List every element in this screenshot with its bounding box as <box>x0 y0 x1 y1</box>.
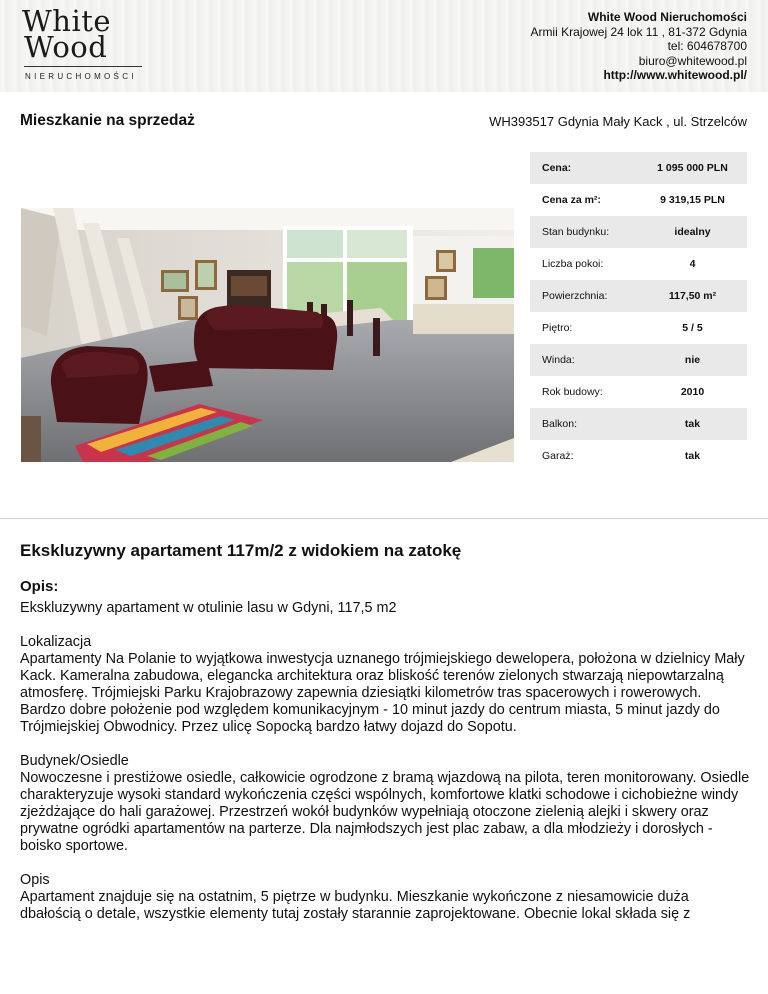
property-photo[interactable] <box>21 208 514 462</box>
property-row <box>530 408 747 440</box>
company-address: Armii Krajowej 24 lok 11 , 81-372 Gdynia <box>530 24 747 39</box>
property-value: nie <box>684 354 701 366</box>
property-row <box>530 376 747 408</box>
page-header <box>0 0 768 92</box>
company-website-link[interactable]: http://www.whitewood.pl/ <box>603 68 747 82</box>
description-paragraph: Budynek/Osiedle Nowoczesne i prestiżowe osiedle, całkowicie ogrodzone z bramą wjazdową na pilota, teren monitorowany. Osiedle charakteryzuje wysoki standard wykończenia części wspólnych, komfortowe klatki schodowe i cichobieżne windy zjeżdżające do hali garażowej. Przestrzeń wokół budynków wypełniają otoczone zielenią alejki i skwery oraz prywatne ogródki apartamentów na parterze. Dla najmłodszych jest plac zabaw, a dla młodzieży i dorosłych - boisko sportowe. <box>20 753 750 854</box>
property-value: 5 / 5 <box>682 322 703 334</box>
logo-text-wood: Wood <box>24 30 108 64</box>
description-paragraph: Ekskluzywny apartament w otulinie lasu w Gdyni, 117,5 m2 <box>20 600 397 616</box>
property-row <box>530 152 747 184</box>
company-phone[interactable]: tel: 604678700 <box>667 39 747 53</box>
property-row <box>530 312 747 344</box>
description-body <box>20 600 750 940</box>
property-row <box>530 184 747 216</box>
property-value: 117,50 m² <box>668 290 717 302</box>
logo-text-white: White <box>22 4 112 38</box>
property-row <box>530 280 747 312</box>
property-row <box>530 440 747 472</box>
property-value: tak <box>684 450 701 462</box>
description-label: Opis: <box>20 578 59 595</box>
property-label: Powierzchnia: <box>542 290 608 302</box>
property-label: Cena: <box>542 162 572 174</box>
listing-title-row <box>20 112 747 132</box>
property-row <box>530 216 747 248</box>
listing-type: Mieszkanie na sprzedaż <box>20 112 195 129</box>
property-details-table <box>530 152 747 472</box>
property-label: Garaż: <box>542 450 574 462</box>
property-value: tak <box>684 418 701 430</box>
logo-subtitle: NIERUCHOMOŚCI <box>25 72 137 81</box>
property-label: Piętro: <box>542 322 573 334</box>
description-paragraph: Lokalizacja Apartamenty Na Polanie to wyjątkowa inwestycja uznanego trójmiejskiego dewelopera, położona w dzielnicy Mały Kack. Kameralna zabudowa, elegancka architektura oraz bliskość terenów zielonych stwarzają niepowtarzalną atmosferę. Trójmiejski Parku Krajobrazowy zapewnia dziesiątki kilometrów tras spacerowych i rowerowych. Bardzo dobre położenie pod względem komunikacyjnym - 10 minut jazdy do centrum miasta, 5 minut jazdy do Trójmiejskiej Obwodnicy. Przez ulicę Sopocką bardzo łatwy dojazd do Sopotu. <box>20 634 745 735</box>
description-paragraph: Opis Apartament znajduje się na ostatnim, 5 piętrze w budynku. Mieszkanie wykończone z niesamowicie duża dbałością o detale, wszystkie elementy tutaj zostały starannie zaprojektowane. Obecnie lokal składa się z <box>20 872 691 922</box>
property-label: Winda: <box>542 354 575 366</box>
property-value: 4 <box>689 258 696 270</box>
property-label: Liczba pokoi: <box>542 258 604 270</box>
property-row <box>530 248 747 280</box>
property-label: Stan budynku: <box>542 226 610 238</box>
property-row <box>530 344 747 376</box>
company-contact <box>530 10 747 83</box>
company-name: White Wood Nieruchomości <box>587 10 747 24</box>
property-value: 1 095 000 PLN <box>657 162 728 174</box>
property-value: 9 319,15 PLN <box>660 194 725 206</box>
company-logo[interactable] <box>20 6 150 86</box>
property-label: Rok budowy: <box>542 386 603 398</box>
property-label: Balkon: <box>542 418 578 430</box>
logo-rule <box>24 66 142 67</box>
property-value: idealny <box>674 226 711 238</box>
property-value: 2010 <box>680 386 705 398</box>
company-email[interactable]: biuro@whitewood.pl <box>638 53 747 68</box>
property-label: Cena za m²: <box>542 194 601 206</box>
listing-reference: WH393517 Gdynia Mały Kack , ul. Strzelców <box>489 114 747 129</box>
listing-headline: Ekskluzywny apartament 117m/2 z widokiem na zatokę <box>20 541 462 560</box>
section-divider <box>0 518 768 519</box>
